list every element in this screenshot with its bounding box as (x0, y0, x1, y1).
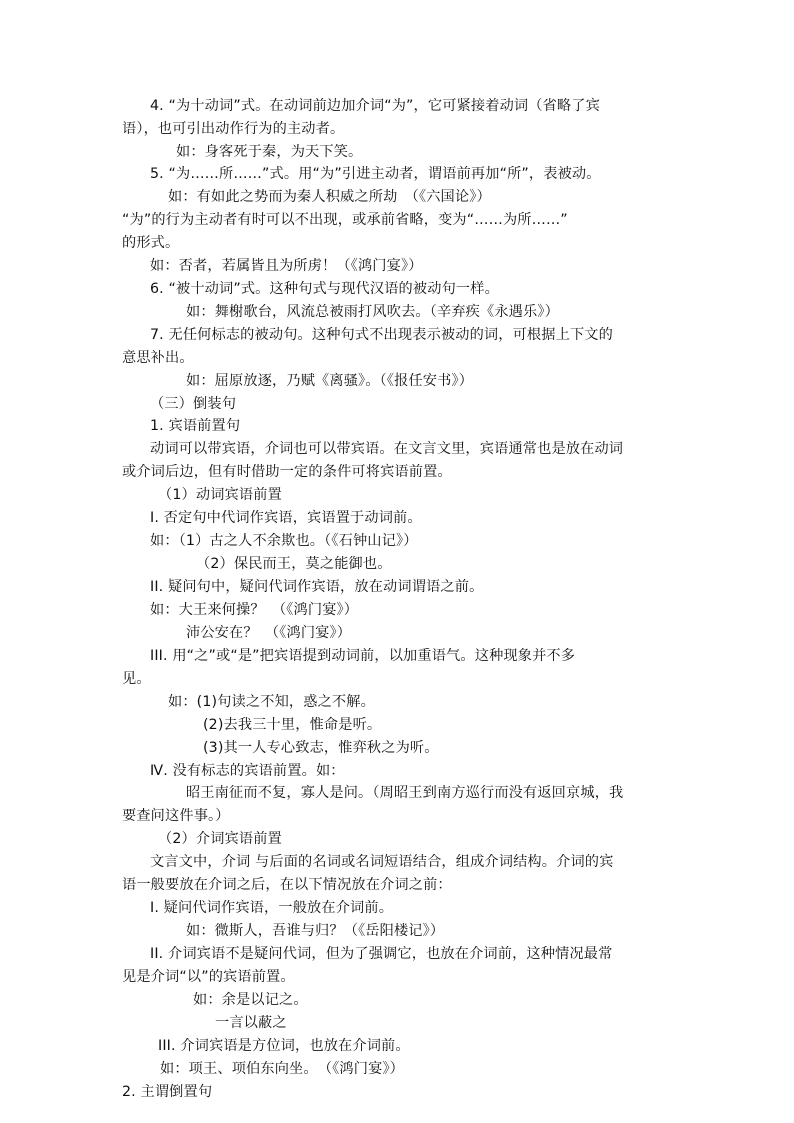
text-line: 4. “为十动词”式。在动词前边加介词“为”，它可紧接着动词（省略了宾 (150, 98, 600, 114)
text-line: 的形式。 (122, 235, 180, 251)
text-line: 如：有如此之势而为秦人积威之所劫 （《六国论》） (168, 189, 491, 205)
text-line: （2）保民而王，莫之能御也。 (196, 556, 392, 572)
text-line: 动词可以带宾语，介词也可以带宾语。在文言文里，宾语通常也是放在动词 (150, 441, 624, 457)
text-line: 如：否者，若属皆且为所虏！（《鸿门宴》） (150, 258, 423, 274)
text-line: 如：（1）古之人不余欺也。（《石钟山记》） (150, 533, 418, 549)
text-line: “为”的行为主动者有时可以不出现，或承前省略，变为“……为所……” (122, 212, 568, 228)
text-line: 或介词后边，但有时借助一定的条件可将宾语前置。 (122, 464, 452, 480)
section-heading: （三）倒装句 (150, 396, 237, 412)
text-line: 如：身客死于秦，为天下笑。 (176, 144, 363, 160)
text-line: 如：项王、项伯东向坐。 （《鸿门宴》） (160, 1061, 405, 1077)
text-line: (2)去我三十里，惟命是听。 (203, 717, 382, 733)
subsection-heading: 1. 宾语前置句 (150, 418, 241, 434)
text-line: 如：大王来何操？ （《鸿门宴》） (150, 602, 359, 618)
text-line: 语），也可引出动作行为的主动者。 (122, 121, 345, 137)
text-line: 一言以蔽之 (215, 1015, 287, 1031)
text-line: 5. “为……所……”式。用“为”引进主动者，谓语前再加“所”，表被动。 (150, 166, 601, 182)
text-line: 沛公安在？ （《鸿门宴》） (186, 625, 352, 641)
text-line: II. 疑问句中，疑问代词作宾语，放在动词谓语之前。 (150, 579, 484, 595)
text-line: 如：舞榭歌台，风流总被雨打风吹去。（辛弃疾《永遇乐》） (186, 304, 559, 320)
text-line: II. 介词宾语不是疑问代词，但为了强调它，也放在介词前，这种情况最常 (150, 946, 613, 962)
text-line: I. 疑问代词作宾语，一般放在介词前。 (150, 900, 394, 916)
text-line: 见是介词“以”的宾语前置。 (122, 969, 295, 985)
text-line: 见。 (122, 671, 151, 687)
text-line: 意思补出。 (122, 350, 194, 366)
text-line: 如：微斯人，吾谁与归？（《岳阳楼记》） (186, 923, 445, 939)
text-line: 要查问这件事。） (122, 808, 230, 824)
subsection-heading: （2）介词宾语前置 (158, 831, 282, 847)
text-line: 如：屈原放逐，乃赋《离骚》。（《报任安书》） (186, 373, 474, 389)
text-line: III. 介词宾语是方位词，也放在介词前。 (158, 1038, 410, 1054)
text-line: 如：(1)句读之不知，惑之不解。 (168, 694, 375, 710)
subsection-heading: （1）动词宾语前置 (158, 487, 282, 503)
text-line: 文言文中，介词 与后面的名词或名词短语结合，组成介词结构。介词的宾 (150, 854, 614, 870)
text-line: 昭王南征而不复，寡人是问。（周昭王到南方巡行而没有返回京城，我 (186, 785, 624, 801)
text-line: (3)其一人专心致志，惟弈秋之为听。 (203, 740, 439, 756)
text-line: 6. “被十动词”式。这种句式与现代汉语的被动句一样。 (150, 281, 499, 297)
subsection-heading: 2. 主谓倒置句 (122, 1084, 213, 1100)
text-line: I. 否定句中代词作宾语，宾语置于动词前。 (150, 510, 422, 526)
text-line: Ⅳ. 没有标志的宾语前置。如： (150, 763, 345, 779)
text-line: 语一般要放在介词之后，在以下情况放在介词之前： (122, 877, 452, 893)
text-line: III. 用“之”或“是”把宾语提到动词前，以加重语气。这种现象并不多 (150, 648, 576, 664)
text-line: 7. 无任何标志的被动句。这种句式不出现表示被动的词，可根据上下文的 (150, 327, 613, 343)
text-line: 如：余是以记之。 (193, 992, 308, 1008)
